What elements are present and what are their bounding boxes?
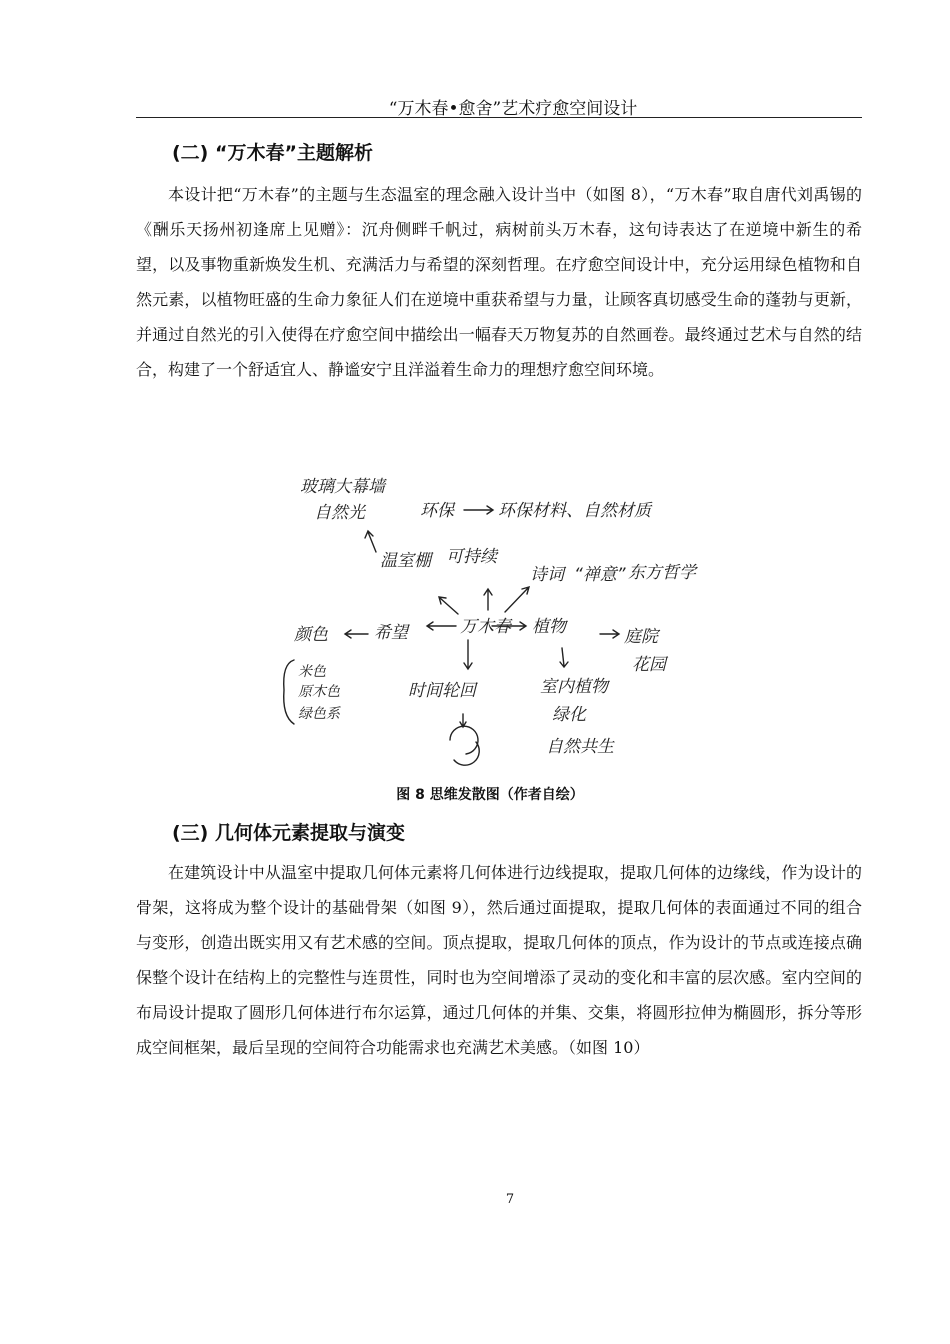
section-3-paragraph: 在建筑设计中从温室中提取几何体元素将几何体进行边线提取，提取几何体的边缘线，作为设计的骨架，这将成为整个设计的基础骨架（如图 9），然后通过面提取，提取几何体的表面通过不同的组合与变形，创造出既实用又有艺术感的空间。顶点提取，提取几何体的顶点，作为设计的节点或连接点确保整个设计在结构上的完整性与连贯性，同时也为空间增添了灵动的变化和丰富的层次感。室内空间的布局设计提取了圆形几何体进行布尔运算，通过几何体的并集、交集，将圆形拉伸为椭圆形，拆分等形成空间框架，最后呈现的空间符合功能需求也充满艺术美感。（如图 10） [136,863,862,1057]
arrow-to-color [345,630,368,638]
node-color: 颜色 [294,625,328,645]
node-beige: 米色 [298,664,326,680]
arrow-to-poetry [505,587,529,612]
node-eco: 环保 [420,501,454,521]
node-hope: 希望 [374,623,408,643]
figure-8-mind-map [270,470,710,770]
section-2-paragraph: 本设计把“万木春”的主题与生态温室的理念融入设计当中（如图 8），“万木春”取自唐代刘禹锡的《酬乐天扬州初逢席上见赠》：沉舟侧畔千帆过，病树前头万木春，这句诗表达了在逆境中新生的希望，以及事物重新焕发生机、充满活力与希望的深刻哲理。在疗愈空间设计中，充分运用绿色植物和自然元素，以植物旺盛的生命力象征人们在逆境中重获希望与力量，让顾客真切感受生命的蓬勃与更新，并通过自然光的引入使得在疗愈空间中描绘出一幅春天万物复苏的自然画卷。最终通过艺术与自然的结合，构建了一个舒适宜人、静谧安宁且洋溢着生命力的理想疗愈空间环境。 [136,185,862,379]
node-green-series: 绿色系 [298,706,340,722]
node-zen: “禅意” [574,565,626,585]
node-greenhouse: 温室棚 [380,551,431,571]
node-center: 万木春 [460,617,511,637]
node-time-cycle: 时间轮回 [408,681,476,701]
node-sustainable: 可持续 [446,547,497,567]
page-number: 7 [505,1192,515,1207]
node-garden: 花园 [632,655,666,675]
node-glass-wall: 玻璃大幕墙 [300,477,385,497]
running-header: “万木春•愈舍”艺术疗愈空间设计 [388,99,638,119]
arrow-to-glass-wall [365,531,376,552]
arrow-to-indoor-plants [560,648,568,667]
section-heading-3: (三) 几何体元素提取与演变 [172,822,405,844]
node-greening: 绿化 [552,705,586,725]
arrow-to-time-cycle [464,640,472,669]
node-plants: 植物 [532,617,566,637]
arrow-to-sustainable [484,589,492,610]
cycle-loop-a [450,726,478,754]
figure-8-caption: 图 8 思维发散图（作者自绘） [396,787,584,803]
node-natural-light: 自然光 [314,503,365,523]
section-heading-2: (二) “万木春”主题解析 [172,142,373,164]
node-indoor-plants: 室内植物 [540,677,608,697]
color-bracket [284,660,294,724]
arrow-to-greenhouse [439,597,458,614]
mind-map-drawing [270,470,710,770]
node-eastern-philosophy: 东方哲学 [628,563,696,583]
node-courtyard: 庭院 [624,627,658,647]
node-log-color: 原木色 [298,684,340,700]
arrow-to-hope [427,622,456,630]
header-rule [136,117,862,118]
node-poetry: 诗词 [530,565,564,585]
node-coexist: 自然共生 [546,737,614,757]
node-eco-materials: 环保材料、自然材质 [498,501,651,521]
arrow-to-cycle-loop [460,714,466,727]
arrow-to-eco-materials [464,506,493,514]
arrow-to-courtyard [600,630,619,638]
